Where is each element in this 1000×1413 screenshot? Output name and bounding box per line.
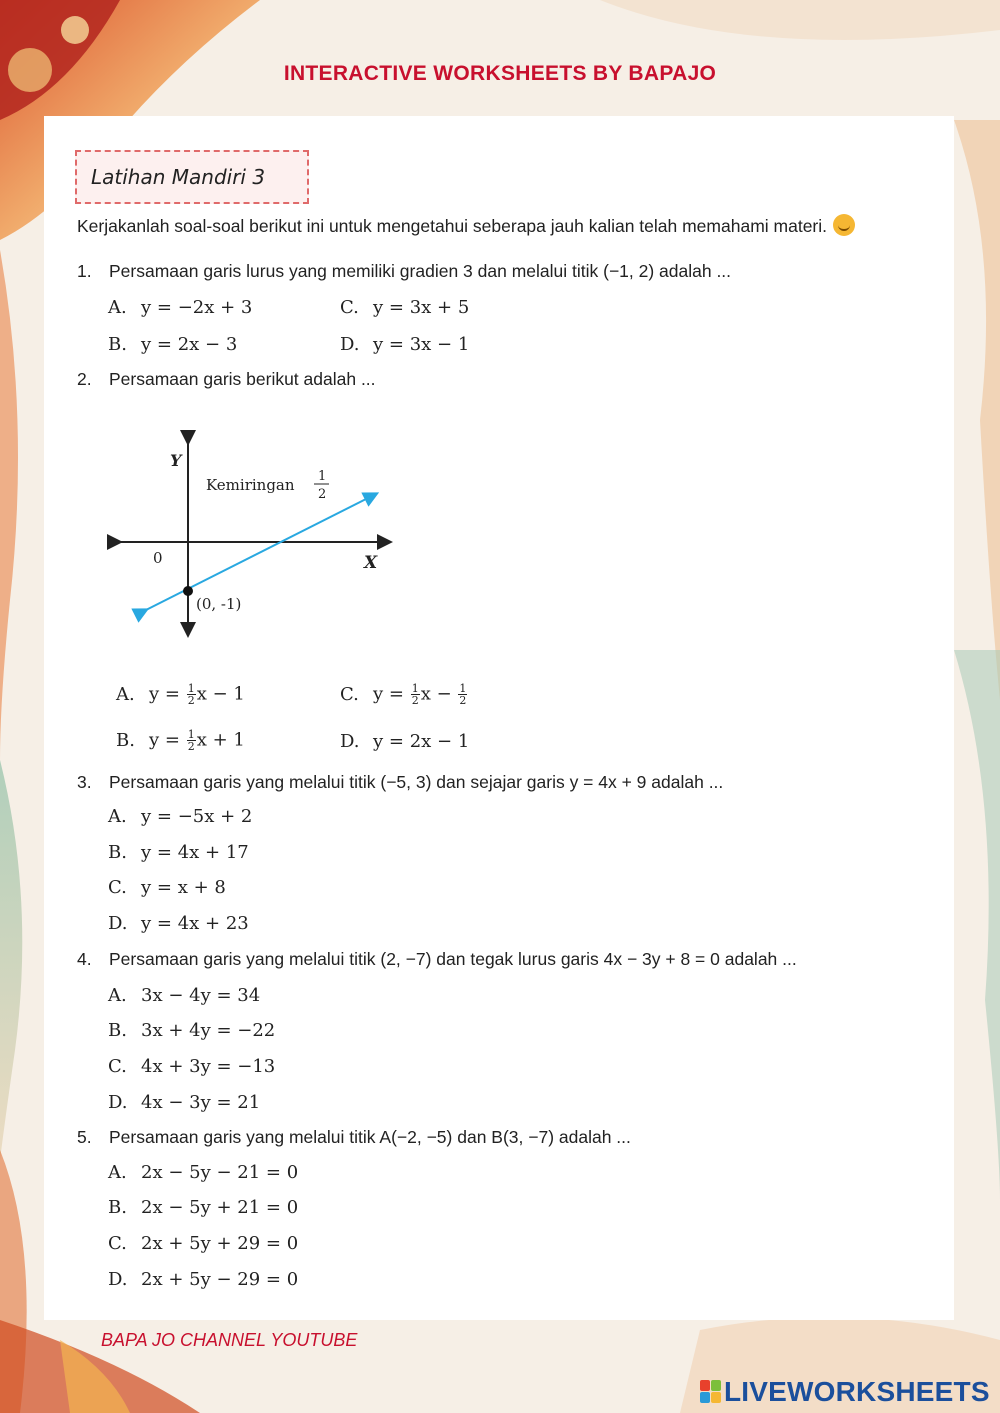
- option-letter: C.: [340, 683, 359, 705]
- option-letter: D.: [340, 731, 360, 752]
- option-text: y = x + 8: [141, 877, 226, 898]
- option-letter: A.: [108, 806, 127, 827]
- brand-label: LIVEWORKSHEETS: [724, 1376, 990, 1407]
- option-pre: y =: [373, 683, 404, 705]
- section-badge: Latihan Mandiri 3: [75, 150, 309, 204]
- q2-option-d[interactable]: [340, 731, 469, 752]
- intro-text: [77, 214, 855, 237]
- option-text: 4x − 3y = 21: [141, 1092, 261, 1113]
- smiley-icon: [833, 214, 855, 236]
- question-3: [77, 772, 723, 793]
- q3-option-b[interactable]: [108, 842, 249, 863]
- worksheet-header-title: INTERACTIVE WORKSHEETS BY BAPAJO: [283, 62, 717, 85]
- question-1: [77, 261, 731, 282]
- option-letter: C.: [340, 297, 359, 318]
- option-letter: C.: [108, 1233, 127, 1254]
- option-text: y = 2x − 1: [373, 731, 470, 752]
- question-number: 2.: [77, 369, 92, 389]
- question-number: 3.: [77, 772, 92, 792]
- question-5: [77, 1127, 631, 1148]
- option-text: y = 4x + 17: [141, 842, 249, 863]
- q1-option-b[interactable]: [108, 334, 237, 355]
- question-number: 4.: [77, 949, 92, 969]
- option-text: 2x − 5y − 21 = 0: [141, 1162, 299, 1183]
- option-text: y = 3x − 1: [373, 334, 470, 355]
- option-text: y = 3x + 5: [373, 297, 470, 318]
- option-fraction: $\frac{1}{2}$: [411, 682, 419, 707]
- question-number: 1.: [77, 261, 92, 281]
- q3-option-d[interactable]: [108, 913, 249, 934]
- option-text: 2x + 5y − 29 = 0: [141, 1269, 299, 1290]
- x-axis-label: X: [364, 553, 378, 573]
- option-letter: D.: [340, 334, 360, 355]
- option-letter: C.: [108, 877, 127, 898]
- option-post: x + 1: [196, 729, 245, 751]
- option-text: 2x − 5y + 21 = 0: [141, 1197, 299, 1218]
- q2-option-b[interactable]: [116, 729, 245, 752]
- question-text: Persamaan garis lurus yang memiliki gradien 3 dan melalui titik (−1, 2) adalah ...: [109, 261, 732, 281]
- q2-option-c[interactable]: [340, 683, 468, 706]
- q1-option-a[interactable]: [108, 297, 252, 318]
- q5-option-a[interactable]: [108, 1162, 298, 1183]
- question-text: Persamaan garis yang melalui titik (−5, 3) dan sejajar garis y = 4x + 9 adalah ...: [109, 772, 724, 792]
- option-letter: C.: [108, 1056, 127, 1077]
- q1-option-d[interactable]: [340, 334, 469, 355]
- option-text: 2x + 5y + 29 = 0: [141, 1233, 299, 1254]
- q1-option-c[interactable]: [340, 297, 469, 318]
- option-fraction: $\frac{1}{2}$: [187, 682, 195, 707]
- liveworksheets-logo-icon: [700, 1380, 722, 1404]
- channel-footer: BAPA JO CHANNEL YOUTUBE: [101, 1330, 358, 1350]
- slope-denominator: 2: [318, 487, 327, 502]
- q4-option-b[interactable]: [108, 1020, 275, 1041]
- slope-numerator: 1: [318, 469, 327, 484]
- option-text: 3x + 4y = −22: [141, 1020, 276, 1041]
- option-letter: B.: [116, 729, 135, 751]
- option-pre: y =: [149, 683, 180, 705]
- question-2: [77, 369, 376, 390]
- q5-option-d[interactable]: [108, 1269, 298, 1290]
- q3-option-a[interactable]: [108, 806, 252, 827]
- y-axis-label: Y: [170, 451, 182, 470]
- question-text: Persamaan garis berikut adalah ...: [109, 369, 376, 389]
- option-letter: D.: [108, 1092, 128, 1113]
- origin-label: 0: [153, 549, 163, 567]
- option-letter: A.: [108, 985, 127, 1006]
- question-number: 5.: [77, 1127, 92, 1147]
- option-text: 4x + 3y = −13: [141, 1056, 276, 1077]
- option-text: 3x − 4y = 34: [141, 985, 261, 1006]
- liveworksheets-brand[interactable]: [700, 1376, 990, 1408]
- option-letter: D.: [108, 913, 128, 934]
- q5-option-c[interactable]: [108, 1233, 298, 1254]
- option-text: y = 4x + 23: [141, 913, 249, 934]
- y-intercept-point: [183, 586, 193, 596]
- option-letter: B.: [108, 1020, 127, 1041]
- question-4: [77, 949, 797, 970]
- option-letter: B.: [108, 334, 127, 355]
- line-graph: [100, 430, 400, 640]
- option-pre: y =: [149, 729, 180, 751]
- q5-option-b[interactable]: [108, 1197, 298, 1218]
- option-letter: B.: [108, 1197, 127, 1218]
- option-letter: B.: [108, 842, 127, 863]
- q4-option-a[interactable]: [108, 985, 260, 1006]
- question-text: Persamaan garis yang melalui titik (2, −7) dan tegak lurus garis 4x − 3y + 8 = 0 adalah ...: [109, 949, 797, 969]
- option-text: y = −5x + 2: [141, 806, 253, 827]
- intro-label: Kerjakanlah soal-soal berikut ini untuk mengetahui seberapa jauh kalian telah memahami materi.: [77, 216, 828, 236]
- intercept-label: (0, -1): [196, 595, 242, 613]
- option-post: x −: [420, 683, 452, 705]
- option-letter: A.: [108, 297, 127, 318]
- q4-option-c[interactable]: [108, 1056, 275, 1077]
- option-letter: A.: [108, 1162, 127, 1183]
- question-text: Persamaan garis yang melalui titik A(−2, −5) dan B(3, −7) adalah ...: [109, 1127, 631, 1147]
- option-fraction: $\frac{1}{2}$: [187, 728, 195, 753]
- graph-line: [142, 496, 372, 612]
- option-text: y = 2x − 3: [141, 334, 238, 355]
- q4-option-d[interactable]: [108, 1092, 260, 1113]
- option-letter: D.: [108, 1269, 128, 1290]
- slope-label: Kemiringan: [206, 476, 295, 494]
- option-fraction-2: $\frac{1}{2}$: [459, 682, 467, 707]
- q3-option-c[interactable]: [108, 877, 226, 898]
- option-post: x − 1: [196, 683, 245, 705]
- option-text: y = −2x + 3: [141, 297, 253, 318]
- q2-option-a[interactable]: [116, 683, 245, 706]
- option-letter: A.: [116, 683, 135, 705]
